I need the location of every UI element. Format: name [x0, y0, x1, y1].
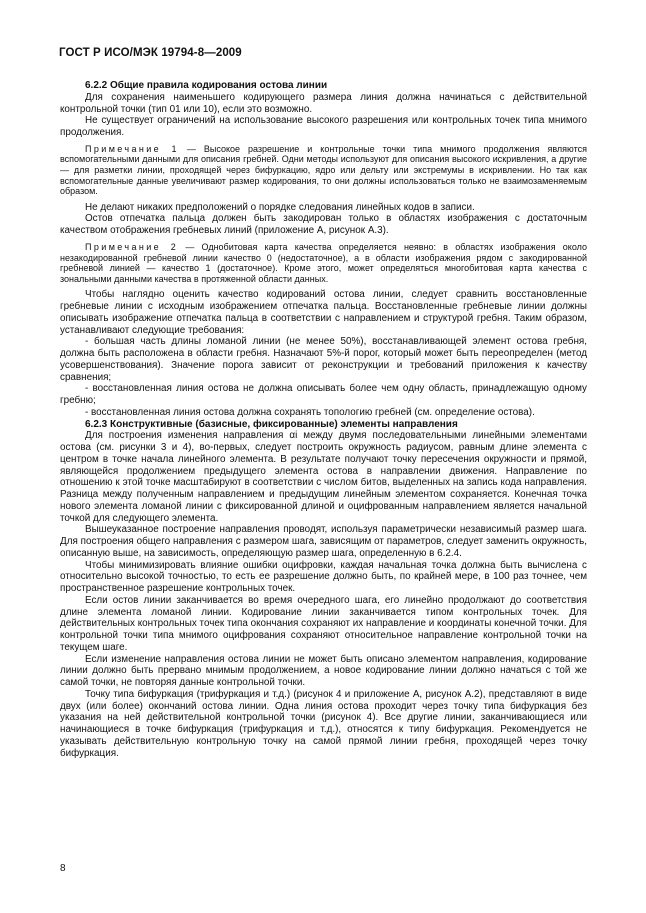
list-item: - восстановленная линия остова не должна описывать более чем одну область, принадлежащую одному гребню; [60, 383, 587, 407]
note-2-text: — Однобитовая карта качества определяется неявно: в областях изображения около незакодированной гребневой линии качество 0 (недостаточное), а в области изображения рядом с закодированной гребневой линией — качество 1 (достаточное). Кроме этого, может определяться многобитовая карта качества с зональными данными качества в протяженной области данных. [60, 241, 587, 284]
paragraph: Не существует ограничений на использование высокого разрешения или контрольных точек типа мнимого продолжения. [60, 115, 587, 138]
list-item: - восстановленная линия остова должна сохранять топологию гребней (см. определение остова). [85, 406, 535, 418]
paragraph: Для сохранения наименьшего кодирующего размера линия должна начинаться с действительной контрольной точки (тип 01 или 10), если это возможно. [60, 91, 587, 115]
paragraph: Точку типа бифуркация (трифуркация и т.д.) (рисунок 4 и приложение А, рисунок А.2), представляют в виде двух (или более) окончаний остова линии. Одна линия остова проходит через точку типа бифуркация без указания на ней действительной контрольной точки (рисунок 4). Все другие линии, заканчивающиеся или начинающиеся в точке бифуркация (трифуркация и т.д.), относятся к типу бифуркация. Рекомендуется не указывать действительную контрольную точку на самой прямой линии гребня, проходящей через точку бифуркация. [60, 688, 587, 759]
paragraph: Чтобы наглядно оценить качество кодирований остова линии, следует сравнить восстановленные гребневые линии с исходным изображением отпечатка пальца. Восстановленные гребневые линии должны описывать изображение отпечатка пальца в соответствии с направлением и структурой гребня. Таким образом, устанавливают следующие требования: [60, 289, 587, 336]
paragraph: Для построения изменения направления αi между двумя последовательными линейными элементами остова (см. рисунки 3 и 4), во-первых, следует построить окружность радиусом, равным длине элемента с центром в точке начала линейного элемента. В результате получают точку пересечения окружности и прямой, являющейся продолжением предыдущего элемента остова в направлении движения. Направление по отношению к этой точке масштабируют в соответствии с числом битов, выделенных на запись кода направления. Разница между полученным направлением и предыдущим линейным элементом сохраняется. Конечная точка нового элемента ломаной линии с фиксированной длиной и оцифрованным направлением является начальной точкой для следующего элемента. [60, 430, 587, 524]
paragraph: Чтобы минимизировать влияние ошибки оцифровки, каждая начальная точка должна быть вычислена с относительно высокой точностью, то есть ее разрешение должно быть, по крайней мере, в 100 раз точнее, чем пространственное разрешение контрольных точек. [60, 559, 587, 595]
page-content [60, 80, 587, 759]
document-header: ГОСТ Р ИСО/МЭК 19794-8—2009 [59, 47, 242, 59]
note-1 [60, 144, 587, 197]
note-2 [60, 242, 587, 284]
note-1-label: Примечание 1 [85, 143, 179, 154]
paragraph: Вышеуказанное построение направления проводят, используя параметрически независимый размер шага. Для построения общего направления с размером шага, зависящим от параметров, следует заменить окружность, описанную выше, на зависимость, определяющую размер шага, определенную в 6.2.4. [60, 524, 587, 559]
paragraph: Не делают никаких предположений о порядке следования линейных кодов в записи. [85, 201, 475, 213]
paragraph: Если изменение направления остова линии не может быть описано элементом направления, кодирование линии должно быть прервано мнимым продолжением, а новое кодирование линии должно начаться с той же самой точки, не повторяя данные контрольной точки. [60, 653, 587, 689]
list-item: - большая часть длины ломаной линии (не менее 50%), восстанавливающей элемент остова гребня, должна быть расположена в области гребня. Назначают 5%-й порог, который может быть переопределен (метод усовершенствования). Значение порога зависит от реконструкции и требований приложения к качеству сравнения; [60, 336, 587, 383]
page-number: 8 [60, 863, 66, 874]
note-2-label: Примечание 2 [85, 241, 179, 252]
section-heading-6-2-2: 6.2.2 Общие правила кодирования остова линии [85, 80, 328, 91]
section-heading-6-2-3: 6.2.3 Конструктивные (базисные, фиксированные) элементы направления [85, 418, 458, 430]
paragraph: Если остов линии заканчивается во время очередного шага, его линейно продолжают до соответствия длине элемента ломаной линии. Кодирование линии заканчивается типом контрольных точек. Для действительных контрольных точек типа окончания сохраняют их направление и координаты конечной точки. Для контрольной точки типа мнимого оцифрования сохраняют относительное направление контрольной точки на текущем шаге. [60, 594, 587, 653]
paragraph: Остов отпечатка пальца должен быть закодирован только в областях изображения с достаточным качеством отображения гребневых линий (приложение А, рисунок А.3). [60, 213, 587, 237]
note-1-text: — Высокое разрешение и контрольные точки типа мнимого продолжения являются вспомогательными данными для описания гребней. Одни методы используют для описания высокого искривления, а другие — для разметки линии, проходящей через бифуркацию, ядро или дельту или экстремумы в искривлении. Но так как вспомогательные данные увеличивают размер кодирования, то они должны использоваться только не взаимозаменяемым образом. [60, 143, 587, 197]
